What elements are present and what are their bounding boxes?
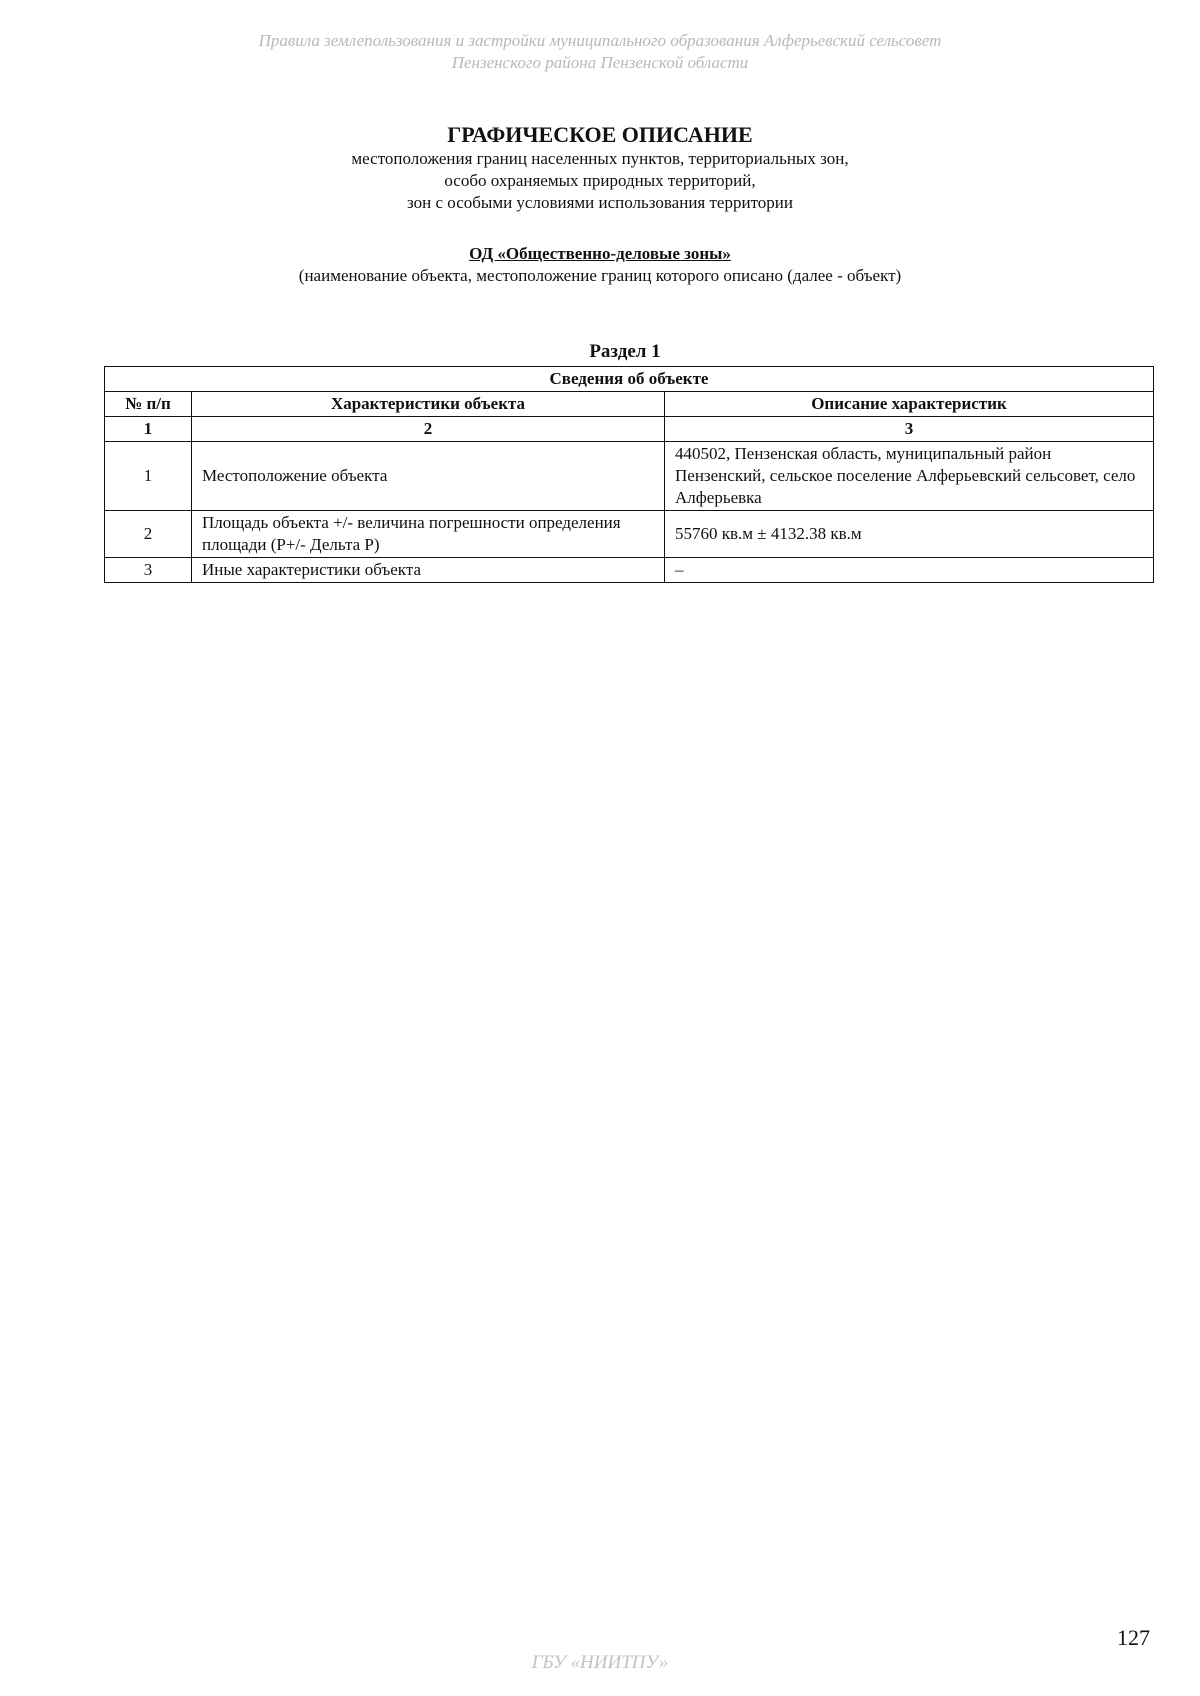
row-3-description: – xyxy=(665,558,1154,583)
running-header-line-1: Правила землепользования и застройки муниципального образования Алферьевский сельсовет xyxy=(258,31,942,50)
row-2-characteristic: Площадь объекта +/- величина погрешности определения площади (P+/- Дельта P) xyxy=(192,511,665,558)
row-1-description: 440502, Пензенская область, муниципальный район Пензенский, сельское поселение Алферьевский сельсовет, село Алферьевка xyxy=(665,442,1154,511)
table-caption: Сведения об объекте xyxy=(105,367,1154,392)
row-2-num: 2 xyxy=(105,511,192,558)
column-number-1: 1 xyxy=(105,417,192,442)
object-hint: (наименование объекта, местоположение границ которого описано (далее - объект) xyxy=(298,266,902,285)
section-title: Раздел 1 xyxy=(589,341,661,362)
column-number-row xyxy=(105,417,1154,442)
header-num: № п/п xyxy=(105,392,192,417)
header-characteristic: Характеристики объекта xyxy=(192,392,665,417)
object-name: ОД «Общественно-деловые зоны» xyxy=(469,244,731,263)
document-subtitle-line-3: зон с особыми условиями использования территории xyxy=(407,193,793,212)
row-3-characteristic: Иные характеристики объекта xyxy=(192,558,665,583)
document-subtitle-line-1: местоположения границ населенных пунктов, территориальных зон, xyxy=(351,149,849,168)
object-block xyxy=(0,243,1200,287)
row-1-characteristic: Местоположение объекта xyxy=(192,442,665,511)
table-row xyxy=(105,442,1154,511)
table-caption-row xyxy=(105,367,1154,392)
page-number: 127 xyxy=(1117,1625,1150,1650)
table-header-row xyxy=(105,392,1154,417)
row-3-num: 3 xyxy=(105,558,192,583)
running-header xyxy=(0,30,1200,74)
table-row xyxy=(105,558,1154,583)
column-number-2: 2 xyxy=(192,417,665,442)
row-2-description: 55760 кв.м ± 4132.38 кв.м xyxy=(665,511,1154,558)
document-subtitle-line-2: особо охраняемых природных территорий, xyxy=(444,171,756,190)
document-title: ГРАФИЧЕСКОЕ ОПИСАНИЕ xyxy=(447,122,753,147)
header-description: Описание характеристик xyxy=(665,392,1154,417)
running-footer: ГБУ «НИИТПУ» xyxy=(531,1652,669,1673)
running-header-line-2: Пензенского района Пензенской области xyxy=(451,53,749,72)
object-info-table xyxy=(104,366,1154,583)
title-block xyxy=(0,122,1200,214)
table-row xyxy=(105,511,1154,558)
column-number-3: 3 xyxy=(665,417,1154,442)
row-1-num: 1 xyxy=(105,442,192,511)
